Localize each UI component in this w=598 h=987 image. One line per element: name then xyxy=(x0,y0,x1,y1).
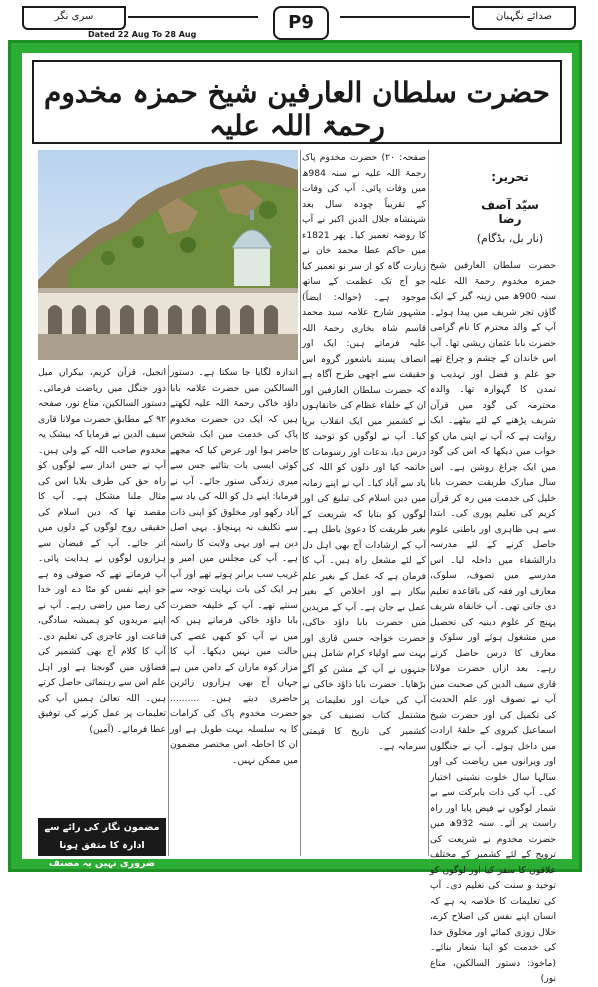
header-rule-left xyxy=(128,16,258,18)
headline-banner xyxy=(32,60,562,144)
article-text: اندازہ لگایا جا سکتا ہے۔ دستور السالکین میں حضرت علامہ بابا داؤد خاکی رحمۃ اللہ علیہ لکھتے ہیں کہ ایک دن حضرت مخدوم پاک کی خدمت میں ایک شخص حاضر ہوا اور عرض کیا کہ مجھے کوئی ایسی بات بتائیے جس سے میری زندگی سنور جائے۔ آپ نے فرمایا: اپنے دل کو اللہ کی یاد سے آباد رکھو اور مخلوق کو اپنی ذات سے تکلیف نہ پہنچاؤ۔ یہی اصل دین ہے اور یہی ولایت کا راستہ ہے۔ آپ کی مجلس میں امیر و غریب سب برابر ہوتے تھے اور آپ ہر ایک کی بات نہایت توجہ سے سنتے تھے۔ آپ کے خلیفہ حضرت بابا داؤد خاکی فرماتے ہیں کہ میں نے آپ کو کبھی غصے کی حالت میں نہیں دیکھا۔ آپ کا مزار کوہ ماران کے دامن میں ہے جہاں آج بھی ہزاروں زائرین حاضری دیتے ہیں۔ .......... حضرت مخدوم پاک کی کرامات کا یہ سلسلہ بہت طویل ہے اور ان کا احاطہ اس مختصر مضمون میں ممکن نہیں۔ xyxy=(170,367,298,766)
section-tab-left: سری نگر xyxy=(22,6,126,30)
shrine-photo xyxy=(38,150,298,360)
article-text: انجیل، قرآن کریم، بیکراں میل دور جنگل میں ریاضت فرمائی۔ دستور السالکین، متاع نور، صفحہ ۹۲ کے مطابق حضرت مولانا قاری سیف الدین نے فرمایا کہ بیشک یہ مخدوم صاحب اللہ کے ولی ہیں۔ آپ نے جس انداز سے لوگوں کو راہ حق کی طرف بلایا اس کی مثال ملنا مشکل ہے۔ آپ کا مقصد تھا کہ دین اسلام کی حقیقی روح لوگوں کے دلوں میں اتر جائے۔ آپ کے فیضان سے ہزاروں لوگوں نے ہدایت پائی۔ آپ فرماتے تھے کہ صوفی وہ ہے جو اپنے نفس کو مٹا دے اور خدا کی رضا میں راضی رہے۔ آپ نے اپنے مریدوں کو ہمیشہ سادگی، قناعت اور عاجزی کی تعلیم دی۔ آپ کا کلام آج بھی کشمیر کی فضاؤں میں گونجتا ہے اور اہل علم اس سے رہنمائی حاصل کرتے ہیں۔ اللہ تعالیٰ ہمیں آپ کی تعلیمات پر عمل کرنے کی توفیق عطا فرمائے۔ (آمین) xyxy=(38,367,166,735)
author-label: تحریر: xyxy=(491,170,529,184)
page-number: P9 xyxy=(273,6,329,40)
author-block xyxy=(470,170,550,245)
article-column-4 xyxy=(38,365,166,813)
article-text: صفحہ: ۲۰) حضرت مخدوم پاک رحمۃ اللہ علیہ نے سنہ 984ھ میں وفات پائی۔ آپ کی وفات کے تقریباً چودہ سال بعد شہنشاہ جلال الدین اکبر نے آپ کا روضہ تعمیر کیا۔ پھر 1821ء میں حاکم عطا محمد خان نے زیارت گاہ کو از سر نو تعمیر کیا جو آج تک عظمت کے ساتھ موجود ہے۔ (حوالہ: ایضاً) مشہور شارح علامہ سید محمد قاسم شاہ بخاری رحمۃ اللہ علیہ فرماتے ہیں: ایک اور انصاف پسند باشعور گروہ اس حقیقت سے اچھی طرح آگاہ ہے کہ حضرت سلطان العارفین اور ان کے خلفاء عظام کی خانقاہوں نے کشمیر میں ایک انقلاب برپا کیا۔ آپ نے لوگوں کو توحید کا درس دیا، بدعات اور رسومات کا خاتمہ کیا اور دلوں کو اللہ کی یاد سے آباد کیا۔ آپ نے اپنے زمانہ میں دین اسلام کی تبلیغ کی اور لوگوں کو بتایا کہ شریعت کے بغیر طریقت کا دعویٰ باطل ہے۔ آپ کے ارشادات آج بھی اہل دل کے لئے مشعل راہ ہیں۔ آپ کا فرمان ہے کہ عمل کے بغیر علم بیکار ہے اور اخلاص کے بغیر عمل بے جان ہے۔ آپ کے مریدین میں حضرت بابا داؤد خاکی، حضرت خواجہ حسن قاری اور بہت سے اولیاء کرام شامل ہیں جنہوں نے آپ کے مشن کو آگے بڑھایا۔ حضرت بابا داؤد خاکی نے آپ کی حیات اور تعلیمات پر مشتمل کتاب تصنیف کی جو کشمیر کی تاریخ کا قیمتی سرمایہ ہے۔ xyxy=(302,152,426,752)
issue-date: Dated 22 Aug To 28 Aug xyxy=(88,30,197,39)
article-column-2 xyxy=(302,150,426,856)
page-header xyxy=(8,6,590,42)
author-name: سیّد آصف رضا xyxy=(481,198,539,226)
section-tab-right: صدائے نگہبان xyxy=(472,6,576,30)
author-place: (نار بل، بڈگام) xyxy=(476,232,544,245)
article-column-1 xyxy=(430,258,557,984)
article-text: حضرت سلطان العارفین شیخ حمزہ مخدوم رحمۃ اللہ علیہ سنہ 900ھ میں زینہ گیر کے ایک گاؤں تجر شریف میں پیدا ہوئے۔ آپ کے والد محترم کا نام گرامی حضرت بابا عثمان ریشی تھا۔ آپ اس خاندان کے چشم و چراغ تھے جو علم و فضل اور تہذیب و تمدن کا گہوارہ تھا۔ والدہ محترمہ کی گود میں قرآن شریف پڑھنے کے لئے بیٹھے۔ ایک روایت ہے کہ آپ نے اپنی ماں کو خواب میں دیکھا کہ اس کی گود میں ایک چراغ روشن ہے۔ اس سال مبارک طریقت حضرت بابا خلیل کی خدمت میں رہ کر قرآن کریم کی تعلیم پوری کی۔ ابتدا سے ہی ظاہری اور باطنی علوم حاصل کرنے کے لئے مدرسہ دارالشفاء میں داخلہ لیا۔ اس مدرسے میں تصوف، سلوک، معارف اور فقہ کی باقاعدہ تعلیم دی جاتی تھی۔ آپ خانقاہ شریف پہنچ کر علوم دینیہ کی تحصیل میں مشغول ہوئے اور سلوک و معارف کا درس حاصل کرتے رہے۔ بعد ازاں حضرت مولانا قاری سیف الدین کی صحبت میں آپ نے تصوف اور علم الحدیث کی تکمیل کی اور حضرت شیخ اسماعیل کبروی کے حلقۂ ارادت میں داخل ہوئے۔ آپ نے جنگلوں اور ویرانوں میں ریاضت کی اور سالہا سال خلوت نشینی اختیار کی۔ آپ کی ذات بابرکت سے بے شمار لوگوں نے فیض پایا اور راہ راست پر آئے۔ سنہ 932ھ میں حضرت مخدوم نے شریعت کی ترویج کے لئے کشمیر کے مختلف علاقوں کا سفر کیا اور لوگوں کو توحید و سنت کی تعلیم دی۔ آپ کی تعلیمات کا خلاصہ یہ ہے کہ انسان اپنے نفس کی اصلاح کرے، حلال روزی کمائے اور مخلوق خدا کی خدمت کو اپنا شعار بنائے۔ (ماخوذ: دستور السالکین، متاع نور) xyxy=(430,260,557,984)
shrine-illustration xyxy=(38,150,298,360)
column-rule xyxy=(300,150,301,856)
disclaimer-box: مضمون نگار کی رائے سے ادارہ کا متفق ہونا ضروری نہیں یہ مصنف کی ذاتی رائے ہے xyxy=(38,818,166,856)
article-title: حضرت سلطان العارفین شیخ حمزہ مخدوم رحمۃ اللہ علیہ xyxy=(44,76,550,142)
header-rule-right xyxy=(340,16,470,18)
column-rule xyxy=(168,365,169,856)
article-column-3 xyxy=(170,365,298,856)
column-rule xyxy=(428,150,429,856)
